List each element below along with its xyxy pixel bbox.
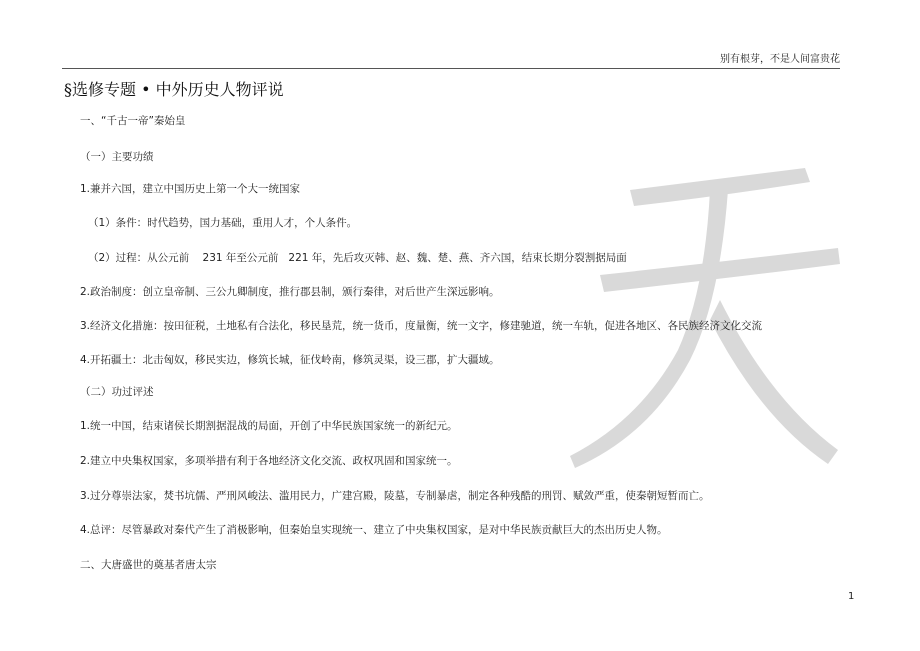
content-line: （1）条件：时代趋势，国力基础，重用人才，个人条件。: [88, 217, 358, 229]
content-line: 1.统一中国，结束诸侯长期割据混战的局面，开创了中华民族国家统一的新纪元。: [80, 420, 458, 432]
section-heading: 二、大唐盛世的奠基者唐太宗: [80, 559, 217, 571]
header-divider: [62, 68, 840, 69]
content-line: 2.政治制度：创立皇帝制、三公九卿制度，推行郡县制，颁行秦律，对后世产生深远影响。: [80, 286, 500, 298]
content-line: 3.经济文化措施：按田征税，土地私有合法化，移民垦荒，统一货币，度量衡，统一文字，修建驰道，统一车轨，促进各地区、各民族经济文化交流: [80, 320, 763, 332]
subsection-heading: （一）主要功绩: [80, 151, 154, 163]
subsection-heading: （二）功过评述: [80, 386, 154, 398]
section-heading: 一、“千古一帝”秦始皇: [80, 115, 186, 127]
page-number: 1: [848, 591, 855, 602]
content-line: 3.过分尊崇法家，焚书坑儒、严刑风峻法、滥用民力，广建宫殿，陵墓，专制暴虐，制定各种残酷的刑罚、赋敛严重，使秦朝短暂而亡。: [80, 490, 710, 502]
content-line: 2.建立中央集权国家，多项举措有利于各地经济文化交流、政权巩固和国家统一。: [80, 455, 458, 467]
page-header-text: 别有根芽，不是人间富贵花: [720, 54, 840, 65]
watermark-glyph: [570, 150, 840, 470]
page-title: §选修专题 • 中外历史人物评说: [64, 80, 284, 99]
content-line: 4.开拓疆土：北击匈奴，移民实边，修筑长城，征伐岭南，修筑灵渠，设三郡，扩大疆域。: [80, 354, 500, 366]
content-line: （2）过程：从公元前 231 年至公元前 221 年，先后攻灭韩、赵、魏、楚、燕、齐六国，结束长期分裂割据局面: [88, 252, 627, 264]
content-line: 4.总评：尽管暴政对秦代产生了消极影响，但秦始皇实现统一、建立了中央集权国家，是对中华民族贡献巨大的杰出历史人物。: [80, 524, 668, 536]
content-line: 1.兼并六国，建立中国历史上第一个大一统国家: [80, 183, 301, 195]
